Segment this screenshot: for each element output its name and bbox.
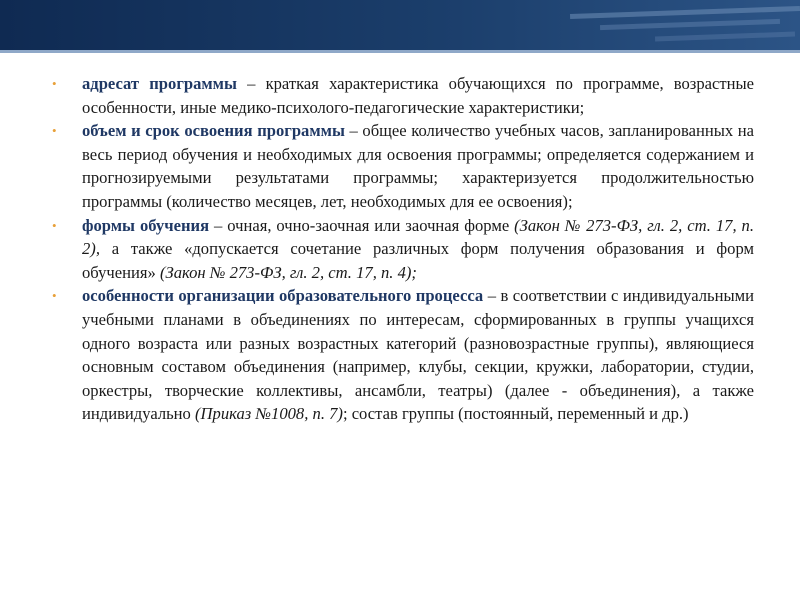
item-text: – очная, очно-заочная или заочная форме [209, 215, 515, 235]
bullet-list [44, 72, 754, 426]
bullet-icon: • [52, 288, 57, 304]
item-term: объем и срок освоения программы [82, 121, 345, 141]
law-reference: (Приказ №1008, п. 7) [195, 404, 343, 424]
item-text: – краткая характеристика обучающихся по программе, возрастные особенности, иные медико-психолого-педагогические характеристики; [82, 74, 754, 117]
bullet-icon: • [52, 123, 57, 139]
list-item [44, 284, 754, 426]
bullet-icon: • [52, 76, 57, 91]
item-text: – в соответствии с индивидуальными учебными планами в объединениях по интересам, сформированных в группы учащихся одного возраста или разных возрастных категорий (разновозрастные группы), являющиеся основным составом объединения (например, клубы, секции, кружки, лаборатории, студии, оркестры, творческие коллективы, ансамбли, театры) (далее - объединения), а также индивидуально [82, 286, 754, 424]
item-text: ; состав группы (постоянный, переменный и др.) [342, 404, 689, 424]
law-reference: (Закон № 273-ФЗ, гл. 2, ст. 17, п. 4); [159, 262, 417, 282]
header-banner [0, 0, 800, 50]
item-text: – общее количество учебных часов, запланированных на весь период обучения и необходимых для освоения программы; определяется содержанием и прогнозируемыми результатами программы; характеризуется продолжительностью программы (количество месяцев, лет, необходимых для ее освоения); [82, 121, 754, 211]
bullet-icon: • [52, 217, 57, 233]
list-item [44, 119, 754, 213]
item-term: особенности организации образовательного процесса [82, 286, 484, 306]
item-term: адресат программы [82, 74, 237, 93]
list-item [44, 214, 754, 285]
law-reference: (Закон № 273-ФЗ, гл. 2, ст. 17, п. 2), [82, 215, 754, 259]
header-underline [0, 50, 800, 53]
list-item [44, 72, 754, 119]
item-term: формы обучения [82, 215, 210, 235]
item-text: а также «допускается сочетание различных форм получения образования и форм обучения» [82, 239, 754, 282]
